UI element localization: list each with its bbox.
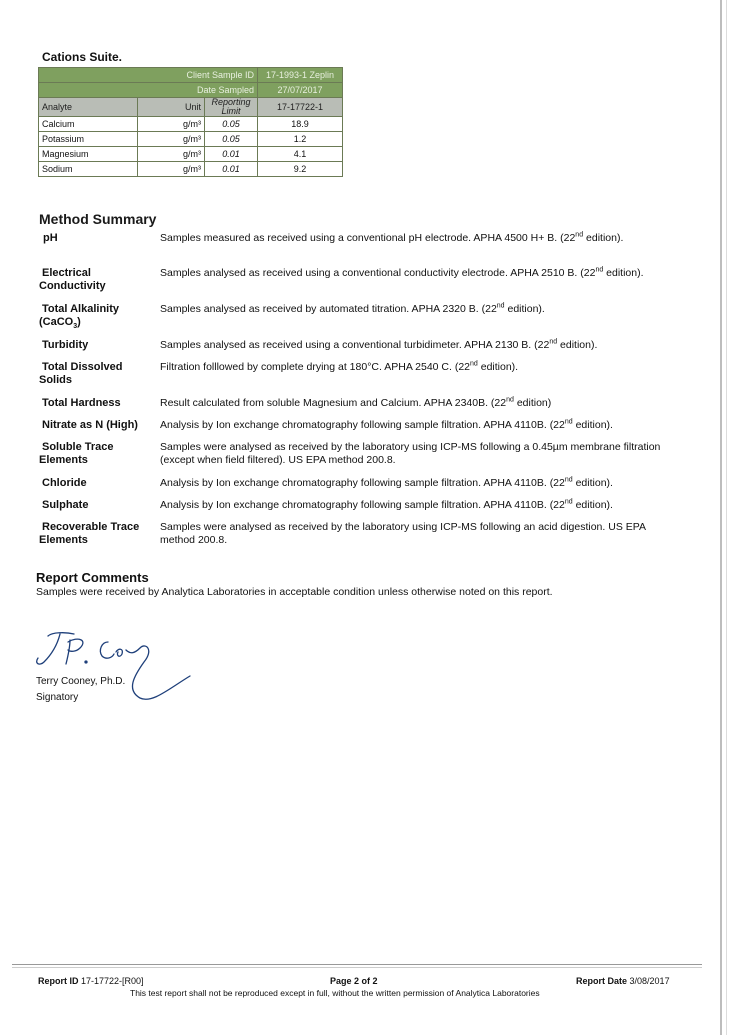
signatory-name: Terry Cooney, Ph.D. bbox=[36, 676, 126, 687]
signature-stroke-y bbox=[126, 646, 190, 699]
result-cell: 1.2 bbox=[258, 132, 343, 147]
method-description: Result calculated from soluble Magnesium and Calcium. APHA 2340B. (22nd edition) bbox=[160, 396, 552, 409]
method-description: Samples analysed as received by automated titration. APHA 2320 B. (22nd edition). bbox=[160, 302, 545, 315]
method-description: Samples analysed as received using a conventional conductivity electrode. APHA 2510 B. (22nd edition). bbox=[160, 266, 644, 279]
analyte-cell: Calcium bbox=[39, 117, 138, 132]
client-sample-row bbox=[39, 68, 343, 83]
unit-column-header: Unit bbox=[138, 98, 205, 117]
footer-divider bbox=[12, 964, 702, 965]
signature-stroke-t bbox=[37, 633, 74, 664]
page-number: Page 2 of 2 bbox=[330, 976, 378, 986]
cations-suite-title: Cations Suite. bbox=[42, 50, 123, 64]
signatory-role: Signatory bbox=[36, 692, 79, 703]
method-label: Nitrate as N (High) bbox=[42, 419, 138, 431]
table-row bbox=[39, 132, 343, 147]
method-description: Analysis by Ion exchange chromatography following sample filtration. APHA 4110B. (22nd edition). bbox=[160, 498, 613, 511]
unit-cell: g/m³ bbox=[138, 117, 205, 132]
result-cell: 9.2 bbox=[258, 162, 343, 177]
date-sampled-row bbox=[39, 83, 343, 98]
signature-dot bbox=[85, 661, 87, 663]
date-sampled-value: 27/07/2017 bbox=[258, 83, 343, 98]
method-label: Recoverable Trace Elements bbox=[39, 521, 140, 546]
date-sampled-label: Date Sampled bbox=[138, 83, 258, 98]
method-label: Soluble Trace Elements bbox=[39, 441, 114, 466]
table-row bbox=[39, 147, 343, 162]
limit-cell: 0.01 bbox=[205, 147, 258, 162]
method-label: Total Dissolved Solids bbox=[39, 361, 123, 386]
limit-cell: 0.05 bbox=[205, 132, 258, 147]
limit-cell: 0.05 bbox=[205, 117, 258, 132]
column-header-row bbox=[39, 98, 343, 117]
limit-cell: 0.01 bbox=[205, 162, 258, 177]
client-sample-value: 17-1993-1 Zeplin bbox=[258, 68, 343, 83]
page-edge-shadow-light bbox=[726, 0, 727, 1035]
result-cell: 18.9 bbox=[258, 117, 343, 132]
method-label: Sulphate bbox=[42, 499, 89, 511]
unit-cell: g/m³ bbox=[138, 132, 205, 147]
method-label: Total Hardness bbox=[42, 397, 121, 409]
report-id: Report ID 17-17722-[R00] bbox=[38, 976, 144, 986]
method-label: pH bbox=[43, 232, 58, 244]
method-description: Samples were analysed as received by the laboratory using ICP-MS following a 0.45µm membrane filtration (except when field filtered). US EPA method 200.8. bbox=[160, 441, 661, 466]
method-summary-title: Method Summary bbox=[39, 211, 157, 227]
reproduction-notice: This test report shall not be reproduced except in full, without the written permission of Analytica Laboratories bbox=[130, 988, 540, 998]
method-label: Turbidity bbox=[42, 339, 89, 351]
method-description: Analysis by Ion exchange chromatography following sample filtration. APHA 4110B. (22nd edition). bbox=[160, 476, 613, 489]
unit-cell: g/m³ bbox=[138, 147, 205, 162]
client-sample-label: Client Sample ID bbox=[138, 68, 258, 83]
method-description: Samples measured as received using a conventional pH electrode. APHA 4500 H+ B. (22nd edition). bbox=[160, 231, 624, 244]
analyte-cell: Sodium bbox=[39, 162, 138, 177]
report-comments-text: Samples were received by Analytica Laboratories in acceptable condition unless otherwise noted on this report. bbox=[36, 586, 553, 598]
table-row bbox=[39, 117, 343, 132]
signature-stroke-c bbox=[100, 642, 114, 658]
table-row bbox=[39, 162, 343, 177]
method-description: Samples analysed as received using a conventional turbidimeter. APHA 2130 B. (22nd edition). bbox=[160, 338, 598, 351]
method-label: Total Alkalinity (CaCO$_3$) bbox=[39, 303, 120, 331]
signature-stroke-p bbox=[66, 639, 83, 664]
footer-divider-light bbox=[12, 967, 702, 968]
method-description: Analysis by Ion exchange chromatography following sample filtration. APHA 4110B. (22nd edition). bbox=[160, 418, 613, 431]
report-comments-title: Report Comments bbox=[36, 570, 149, 585]
analyte-column-header: Analyte bbox=[39, 98, 138, 117]
method-description: Filtration folllowed by complete drying at 180°C. APHA 2540 C. (22nd edition). bbox=[160, 360, 519, 373]
page-edge-shadow bbox=[720, 0, 722, 1035]
method-label: Electrical Conductivity bbox=[39, 267, 106, 292]
method-description: Samples were analysed as received by the laboratory using ICP-MS following an acid digestion. US EPA method 200.8. bbox=[160, 521, 646, 546]
method-label: Chloride bbox=[42, 477, 87, 489]
reporting-limit-column-header: Reporting Limit bbox=[205, 98, 258, 117]
sample-column-header: 17-17722-1 bbox=[258, 98, 343, 117]
unit-cell: g/m³ bbox=[138, 162, 205, 177]
analyte-cell: Potassium bbox=[39, 132, 138, 147]
result-cell: 4.1 bbox=[258, 147, 343, 162]
cations-table bbox=[38, 67, 343, 177]
analyte-cell: Magnesium bbox=[39, 147, 138, 162]
report-date: Report Date 3/08/2017 bbox=[576, 976, 670, 986]
signature-stroke-o bbox=[116, 649, 122, 656]
